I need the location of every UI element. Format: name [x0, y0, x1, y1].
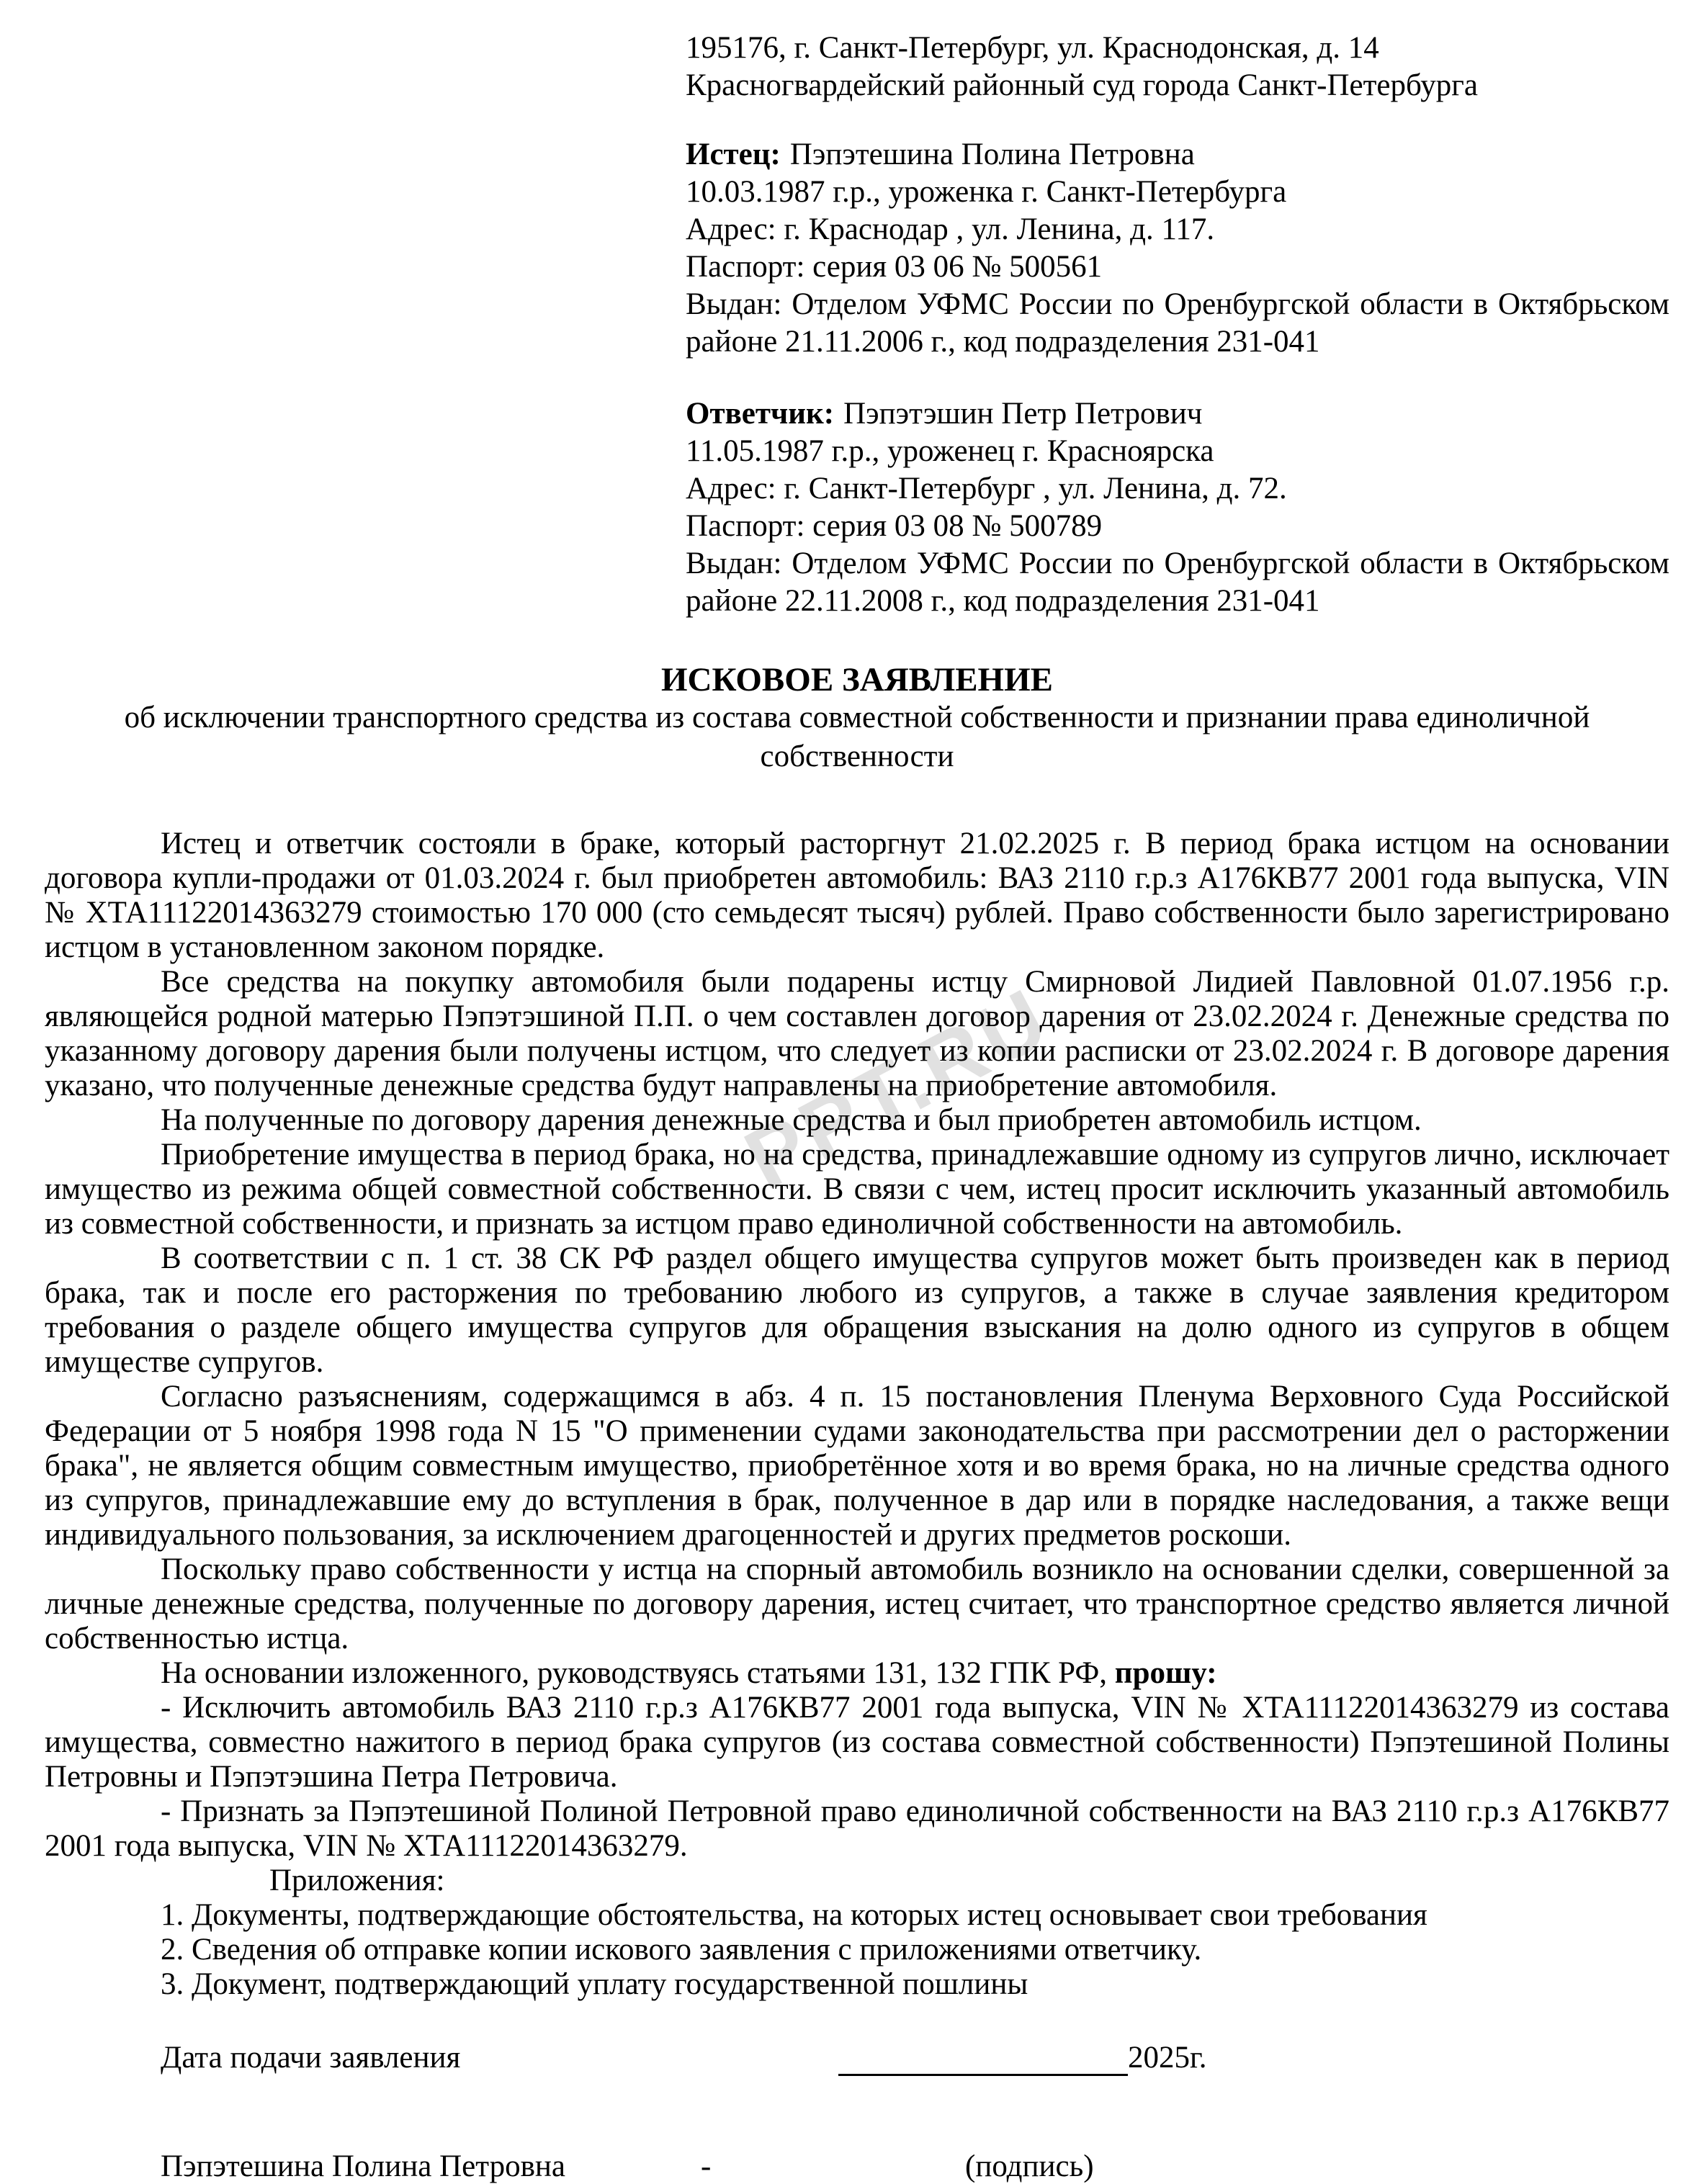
plaintiff-name-line	[686, 136, 1669, 174]
defendant-passport-issued: Выдан: Отделом УФМС России по Оренбургской области в Октябрьском районе 22.11.2008 г., код подразделения 231-041	[686, 547, 1669, 618]
court-address: 195176, г. Санкт-Петербург, ул. Краснодонская, д. 14	[686, 31, 1379, 65]
defendant-address: Адрес: г. Санкт-Петербург , ул. Ленина, д. 72.	[686, 472, 1287, 505]
plaintiff-block	[686, 136, 1669, 361]
plaintiff-birthplace: 10.03.1987 г.р., уроженка г. Санкт-Петербурга	[686, 175, 1287, 209]
plaintiff-label: Истец:	[686, 138, 781, 171]
paragraph-7: Поскольку право собственности у истца на спорный автомобиль возникло на основании сделки, совершенной за личные денежные средства, полученные по договору дарения, истец считает, что транспортное средство является личной собственностью истца.	[45, 1552, 1669, 1655]
filing-date-row	[161, 2041, 1669, 2076]
paragraph-2: Все средства на покупку автомобиля были подарены истцу Смирновой Лидией Павловной 01.07.1956 г.р. являющейся родной матерью Пэпэтэшиной П.П. о чем составлен договор дарения от 23.02.2024 г. Денежные средства по указанному договору дарения были получены истцом, что следует из копии расписки от 23.02.2024 г. В договоре дарения указано, что полученные денежные средства будут направлены на приобретение автомобиля.	[45, 965, 1669, 1102]
plaintiff-address: Адрес: г. Краснодар , ул. Ленина, д. 117.	[686, 212, 1215, 246]
defendant-name-line	[686, 395, 1669, 433]
signature-hint: (подпись)	[965, 2149, 1094, 2183]
request-item-2: - Признать за Пэпэтешиной Полиной Петровной право единоличной собственности на ВАЗ 2110 г.р.з А176КВ77 2001 года выпуска, VIN № ХТА11122014363279.	[45, 1794, 1669, 1863]
plaintiff-name: Пэпэтешина Полина Петровна	[789, 138, 1195, 171]
filing-date-label: Дата подачи заявления	[161, 2041, 461, 2075]
document-body	[45, 827, 1669, 2002]
attachment-item-2: 2. Сведения об отправке копии искового заявления с приложениями ответчику.	[161, 1933, 1202, 1967]
document-subtitle: об исключении транспортного средства из состава совместной собственности и признании права единоличной собственности	[124, 701, 1590, 773]
court-name: Красногвардейский районный суд города Санкт-Петербурга	[686, 68, 1478, 102]
paragraph-1: Истец и ответчик состояли в браке, который расторгнут 21.02.2025 г. В период брака истцом на основании договора купли-продажи от 01.03.2024 г. был приобретен автомобиль: ВАЗ 2110 г.р.з А176КВ77 2001 года выпуска, VIN № ХТА11122014363279 стоимостью 170 000 (сто семьдесят тысяч) рублей. Право собственности было зарегистрировано истцом в установленном законом порядке.	[45, 827, 1669, 964]
request-intro-text: На основании изложенного, руководствуясь статьями 131, 132 ГПК РФ,	[161, 1656, 1115, 1690]
plaintiff-passport-issued: Выдан: Отделом УФМС России по Оренбургской области в Октябрьском районе 21.11.2006 г., код подразделения 231-041	[686, 287, 1669, 359]
attachment-item-1: 1. Документы, подтверждающие обстоятельства, на которых истец основывает свои требования	[161, 1898, 1427, 1932]
attachments-title: Приложения:	[269, 1864, 445, 1897]
defendant-label: Ответчик:	[686, 397, 835, 431]
filing-date-blank-line	[838, 2045, 1128, 2076]
paragraph-6: Согласно разъяснениям, содержащимся в абз. 4 п. 15 постановления Пленума Верховного Суда Российской Федерации от 5 ноября 1998 года N 15 "О применении судами законодательства при рассмотрении дел о расторжении брака", не является общим совместным имущество, приобретённое хотя и во время брака, но на личные средства одного из супругов, принадлежавшие ему до вступления в брак, полученное в дар или в порядке наследования, а также вещи индивидуального пользования, за исключением драгоценностей и других предметов роскоши.	[45, 1380, 1669, 1552]
defendant-name: Пэпэтэшин Петр Петрович	[843, 397, 1203, 431]
request-item-1: - Исключить автомобиль ВАЗ 2110 г.р.з А176КВ77 2001 года выпуска, VIN № ХТА11122014363279 из состава имущества, совместно нажитого в период брака супругов (из состава совместной собственности) Пэпэтешиной Полины Петровны и Пэпэтэшина Петра Петровича.	[45, 1691, 1669, 1794]
paragraph-4: Приобретение имущества в период брака, но на средства, принадлежавшие одному из супругов лично, исключает имущество из режима общей совместной собственности. В связи с чем, истец просит исключить указанный автомобиль из совместной собственности, и признать за истцом право единоличной собственности на автомобиль.	[45, 1138, 1669, 1241]
signature-dash: -	[701, 2149, 712, 2183]
filing-date-year: 2025г.	[1128, 2041, 1207, 2075]
paragraph-5: В соответствии с п. 1 ст. 38 СК РФ раздел общего имущества супругов может быть произведен как в период брака, так и после его расторжения по требованию любого из супругов, а также в случае заявления кредитором требования о разделе общего имущества супругов для обращения взыскания на долю одного из супругов в общем имуществе супругов.	[45, 1241, 1669, 1379]
defendant-block	[686, 395, 1669, 620]
request-intro-bold: прошу:	[1114, 1656, 1217, 1690]
defendant-birthplace: 11.05.1987 г.р., уроженец г. Красноярска	[686, 434, 1214, 468]
signer-name: Пэпэтешина Полина Петровна	[161, 2149, 565, 2183]
signature-row	[161, 2149, 1669, 2184]
site-watermark: PPT.RU	[730, 969, 1065, 1208]
paragraph-3: На полученные по договору дарения денежные средства и был приобретен автомобиль истцом.	[161, 1103, 1422, 1137]
document-title: ИСКОВОЕ ЗАЯВЛЕНИЕ	[660, 661, 1054, 698]
defendant-passport: Паспорт: серия 03 08 № 500789	[686, 509, 1103, 543]
court-header	[686, 30, 1669, 104]
attachment-item-3: 3. Документ, подтверждающий уплату государственной пошлины	[161, 1967, 1028, 2001]
plaintiff-passport: Паспорт: серия 03 06 № 500561	[686, 250, 1103, 284]
request-intro-line	[45, 1656, 1669, 1691]
